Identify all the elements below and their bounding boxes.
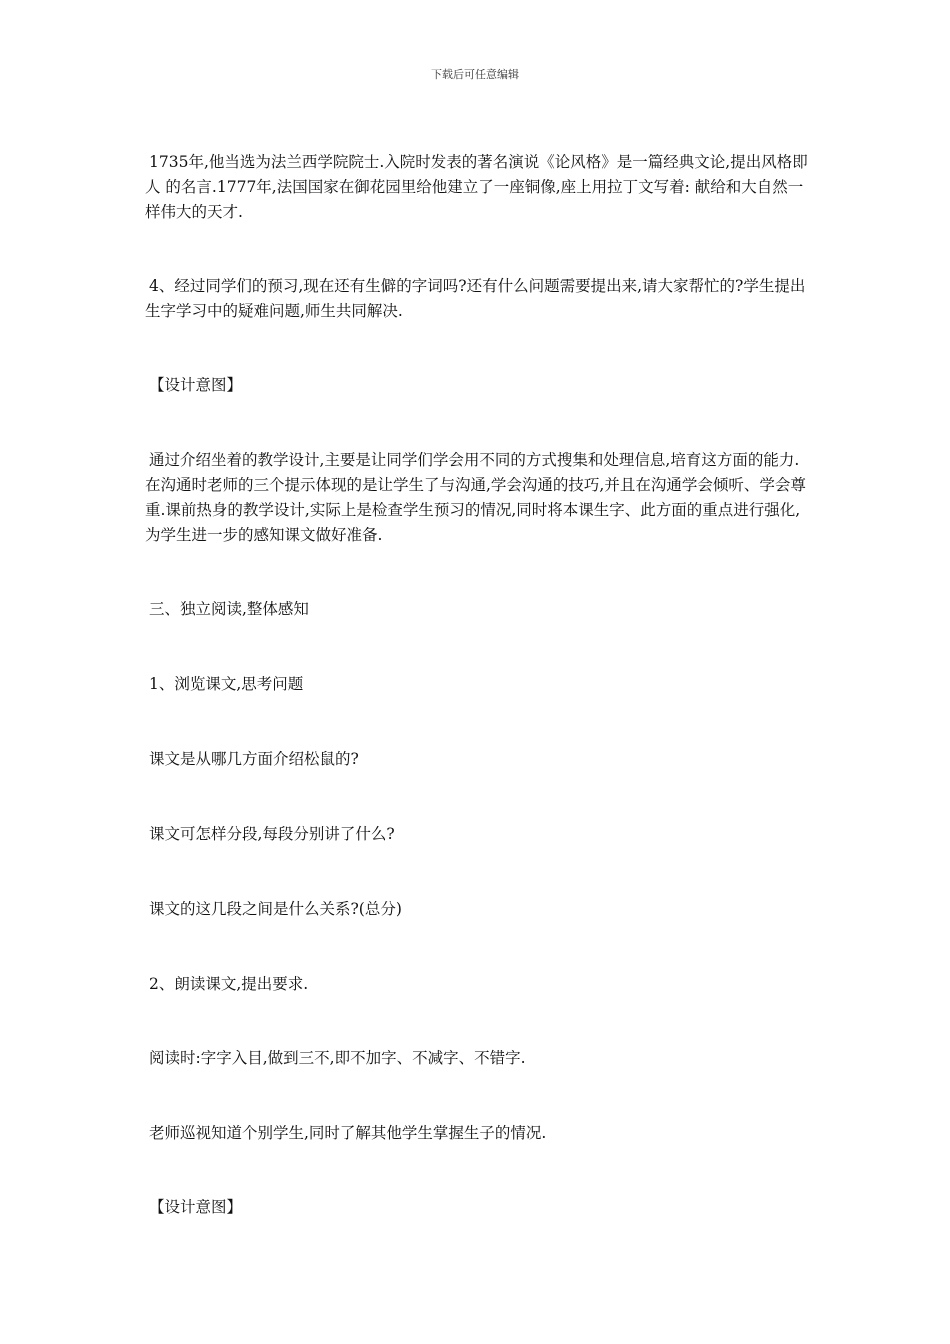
step-read-aloud: 2、朗读课文,提出要求. bbox=[149, 975, 309, 993]
paragraph-design-explanation: 通过介绍坐着的教学设计,主要是让同学们学会用不同的方式搜集和处理信息,培育这方面的能力.在沟通时老师的三个提示体现的是让学生了与沟通,学会沟通的技巧,并且在沟通学会倾听、学会尊重.课前热身的教学设计,实际上是检查学生预习的情况,同时将本课生字、此方面的重点进行强化,为学生进一步的感知课文做好准备. bbox=[145, 451, 806, 544]
paragraph-vocabulary-questions: 4、经过同学们的预习,现在还有生僻的字词吗?还有什么问题需要提出来,请大家帮忙的?学生提出生字学习中的疑难问题,师生共同解决. bbox=[145, 277, 806, 320]
page-header: 下载后可任意编辑 bbox=[431, 68, 519, 81]
question-aspects: 课文是从哪几方面介绍松鼠的? bbox=[149, 750, 359, 768]
paragraph-buffon-biography: 1735年,他当选为法兰西学院院士.入院时发表的著名演说《论风格》是一篇经典文论,提出风格即人 的名言.1777年,法国国家在御花园里给他建立了一座铜像,座上用拉丁文写着: 献给和大自然一样伟大的天才. bbox=[145, 153, 808, 221]
reading-requirements: 阅读时:字字入目,做到三不,即不加字、不减字、不错字. bbox=[149, 1049, 526, 1067]
section-label-design-intent-2: 【设计意图】 bbox=[149, 1198, 243, 1216]
section-heading-independent-reading: 三、独立阅读,整体感知 bbox=[149, 600, 309, 618]
section-label-design-intent: 【设计意图】 bbox=[149, 376, 243, 394]
step-browse-text: 1、浏览课文,思考问题 bbox=[149, 675, 304, 693]
teacher-patrol-note: 老师巡视知道个别学生,同时了解其他学生掌握生子的情况. bbox=[149, 1124, 547, 1142]
question-sections: 课文可怎样分段,每段分别讲了什么? bbox=[149, 825, 395, 843]
question-relationship: 课文的这几段之间是什么关系?(总分) bbox=[149, 900, 402, 918]
